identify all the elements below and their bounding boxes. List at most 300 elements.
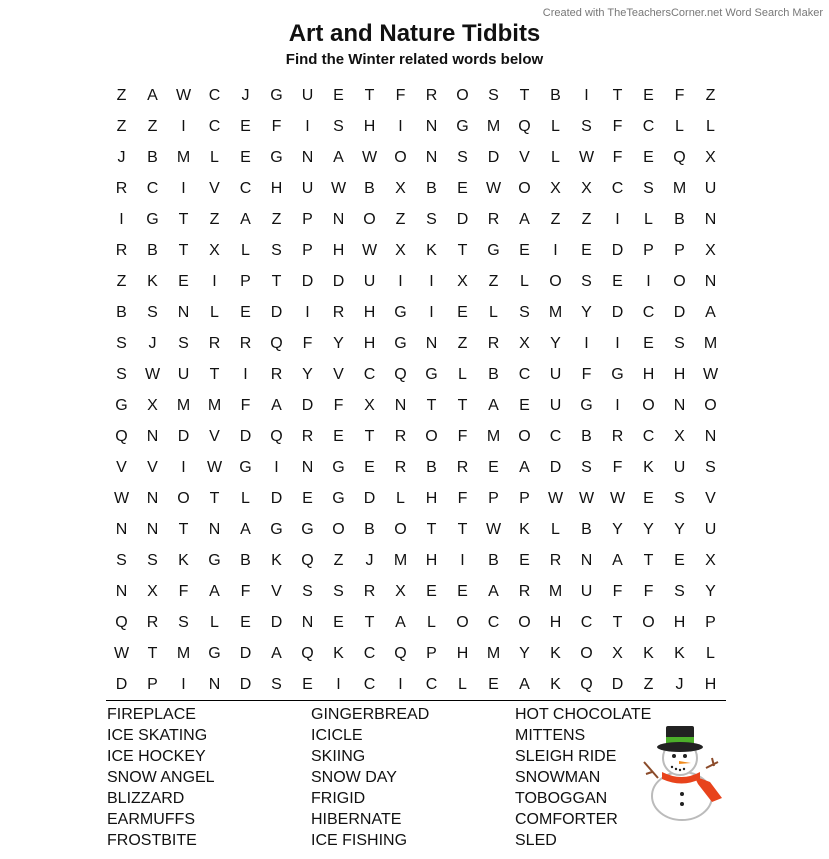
grid-letter: U [301, 86, 314, 104]
grid-letter: S [674, 489, 685, 507]
grid-letter: K [550, 644, 561, 662]
grid-letter: I [398, 272, 403, 290]
word-list-item: BLIZZARD [107, 790, 185, 807]
grid-letter: S [457, 148, 468, 166]
grid-letter: O [394, 520, 407, 538]
grid-letter: Y [550, 334, 561, 352]
grid-letter: C [239, 179, 252, 197]
grid-letter: V [705, 489, 716, 507]
grid-letter: L [489, 303, 498, 321]
grid-letter: Z [116, 86, 127, 104]
grid-letter: N [115, 582, 128, 600]
grid-letter: G [456, 117, 469, 135]
grid-letter: K [178, 551, 189, 569]
grid-letter: T [364, 613, 375, 631]
grid-letter: G [115, 396, 128, 414]
grid-letter: N [425, 148, 438, 166]
grid-letter: N [301, 458, 314, 476]
grid-letter: R [146, 613, 159, 631]
grid-letter: S [271, 675, 282, 693]
grid-letter: L [675, 117, 684, 135]
grid-letter: X [705, 241, 716, 259]
grid-letter: S [674, 334, 685, 352]
grid-letter: I [119, 210, 124, 228]
grid-letter: R [239, 334, 252, 352]
word-list-item: SNOW DAY [311, 769, 397, 786]
grid-letter: A [612, 551, 623, 569]
grid-letter: T [178, 520, 189, 538]
grid-letter: A [147, 86, 158, 104]
grid-letter: T [519, 86, 530, 104]
page-subtitle: Find the Winter related words below [285, 51, 544, 68]
grid-letter: V [333, 365, 344, 383]
grid-letter: X [550, 179, 561, 197]
grid-letter: I [181, 675, 186, 693]
grid-letter: K [643, 644, 654, 662]
grid-letter: L [551, 117, 560, 135]
grid-letter: Z [550, 210, 561, 228]
grid-letter: E [519, 551, 530, 569]
grid-letter: O [642, 396, 655, 414]
grid-letter: S [333, 117, 344, 135]
grid-letter: H [425, 489, 438, 507]
grid-letter: R [611, 427, 624, 445]
divider [106, 700, 726, 701]
grid-letter: F [240, 582, 251, 600]
grid-letter: N [394, 396, 407, 414]
grid-letter: G [208, 551, 221, 569]
grid-letter: U [549, 365, 562, 383]
grid-letter: C [642, 427, 655, 445]
grid-letter: I [460, 551, 465, 569]
grid-letter: Q [115, 427, 128, 445]
grid-letter: B [488, 551, 499, 569]
grid-letter: D [332, 272, 345, 290]
grid-letter: Q [394, 365, 407, 383]
grid-letter: X [209, 241, 220, 259]
grid-letter: O [394, 148, 407, 166]
grid-letter: F [581, 365, 592, 383]
grid-letter: W [113, 489, 130, 507]
grid-letter: I [181, 458, 186, 476]
grid-letter: W [578, 489, 595, 507]
grid-letter: C [363, 365, 376, 383]
grid-letter: N [208, 520, 221, 538]
grid-letter: N [301, 148, 314, 166]
grid-letter: K [426, 241, 437, 259]
grid-letter: I [274, 458, 279, 476]
grid-letter: Y [643, 520, 654, 538]
grid-letter: I [429, 272, 434, 290]
grid-letter: O [642, 613, 655, 631]
word-list-item: FIREPLACE [107, 706, 196, 723]
grid-letter: K [147, 272, 158, 290]
grid-letter: E [333, 86, 344, 104]
grid-letter: S [426, 210, 437, 228]
grid-letter: T [209, 489, 220, 507]
grid-letter: Q [301, 644, 314, 662]
grid-letter: X [674, 427, 685, 445]
grid-letter: E [488, 458, 499, 476]
grid-letter: O [673, 272, 686, 290]
grid-letter: J [241, 86, 250, 104]
grid-letter: B [147, 148, 158, 166]
grid-letter: Z [643, 675, 654, 693]
grid-letter: F [271, 117, 282, 135]
grid-letter: S [581, 117, 592, 135]
word-list-item: GINGERBREAD [311, 706, 430, 723]
grid-letter: D [270, 613, 283, 631]
grid-letter: E [674, 551, 685, 569]
grid-letter: C [580, 613, 593, 631]
grid-letter: H [673, 613, 686, 631]
grid-letter: Q [394, 644, 407, 662]
grid-letter: O [456, 86, 469, 104]
grid-letter: S [488, 86, 499, 104]
grid-letter: U [301, 179, 314, 197]
grid-letter: P [643, 241, 654, 259]
grid-letter: C [363, 675, 376, 693]
grid-letter: E [364, 458, 375, 476]
grid-letter: A [209, 582, 220, 600]
grid-letter: U [704, 520, 717, 538]
grid-letter: B [364, 520, 375, 538]
grid-letter: G [146, 210, 159, 228]
grid-letter: N [208, 675, 221, 693]
grid-letter: T [147, 644, 158, 662]
grid-letter: Z [209, 210, 220, 228]
grid-letter: S [581, 272, 592, 290]
grid-letter: L [427, 613, 436, 631]
grid-letter: A [333, 148, 344, 166]
grid-letter: D [270, 489, 283, 507]
grid-letter: C [363, 644, 376, 662]
grid-letter: N [425, 334, 438, 352]
grid-letter: N [332, 210, 345, 228]
grid-letter: I [181, 179, 186, 197]
grid-letter: C [487, 613, 500, 631]
grid-letter: D [301, 272, 314, 290]
grid-letter: G [394, 334, 407, 352]
grid-letter: A [395, 613, 406, 631]
page-title: Art and Nature Tidbits [288, 20, 541, 47]
grid-letter: R [115, 241, 128, 259]
grid-letter: S [178, 334, 189, 352]
word-list-item: ICE FISHING [311, 832, 408, 849]
grid-letter: V [271, 582, 282, 600]
grid-letter: Q [270, 334, 283, 352]
grid-letter: X [395, 179, 406, 197]
grid-letter: L [706, 644, 715, 662]
grid-letter: T [271, 272, 282, 290]
grid-letter: B [364, 179, 375, 197]
grid-letter: I [584, 86, 589, 104]
grid-letter: K [643, 458, 654, 476]
grid-letter: L [210, 613, 219, 631]
grid-letter: I [398, 117, 403, 135]
grid-letter: N [301, 613, 314, 631]
grid-letter: Z [271, 210, 282, 228]
word-list-item: ICICLE [311, 727, 363, 744]
grid-letter: G [208, 644, 221, 662]
grid-letter: M [548, 582, 563, 600]
grid-letter: T [364, 86, 375, 104]
grid-letter: M [548, 303, 563, 321]
grid-letter: C [146, 179, 159, 197]
grid-letter: U [363, 272, 376, 290]
grid-letter: W [547, 489, 564, 507]
grid-letter: F [612, 458, 623, 476]
grid-letter: E [581, 241, 592, 259]
grid-letter: S [705, 458, 716, 476]
grid-letter: U [704, 179, 717, 197]
grid-letter: L [396, 489, 405, 507]
grid-letter: W [702, 365, 719, 383]
grid-letter: P [426, 644, 437, 662]
grid-letter: N [146, 520, 159, 538]
grid-letter: L [458, 675, 467, 693]
word-list-item: SNOWMAN [515, 769, 601, 786]
grid-letter: S [116, 365, 127, 383]
grid-letter: P [674, 241, 685, 259]
grid-letter: E [643, 489, 654, 507]
grid-letter: H [704, 675, 717, 693]
grid-letter: G [611, 365, 624, 383]
grid-letter: P [302, 241, 313, 259]
grid-letter: U [580, 582, 593, 600]
grid-letter: D [487, 148, 500, 166]
grid-letter: V [147, 458, 158, 476]
snowman-icon [638, 722, 726, 822]
grid-letter: L [210, 303, 219, 321]
grid-letter: N [177, 303, 190, 321]
grid-letter: E [240, 117, 251, 135]
grid-letter: O [425, 427, 438, 445]
grid-letter: Y [519, 644, 530, 662]
word-list-item: HOT CHOCOLATE [515, 706, 652, 723]
grid-letter: S [147, 551, 158, 569]
grid-letter: C [611, 179, 624, 197]
grid-letter: Z [116, 272, 127, 290]
grid-letter: Y [674, 520, 685, 538]
grid-letter: M [207, 396, 222, 414]
grid-letter: G [301, 520, 314, 538]
grid-letter: E [643, 86, 654, 104]
grid-letter: G [239, 458, 252, 476]
grid-letter: D [611, 241, 624, 259]
grid-letter: H [425, 551, 438, 569]
grid-letter: Q [580, 675, 593, 693]
grid-letter: X [395, 582, 406, 600]
grid-letter: B [426, 458, 437, 476]
grid-letter: E [240, 148, 251, 166]
grid-letter: G [332, 489, 345, 507]
grid-letter: E [302, 675, 313, 693]
grid-letter: D [239, 675, 252, 693]
grid-letter: H [332, 241, 345, 259]
grid-letter: T [457, 520, 468, 538]
grid-letter: E [333, 427, 344, 445]
grid-letter: Q [301, 551, 314, 569]
grid-letter: I [584, 334, 589, 352]
grid-letter: O [518, 427, 531, 445]
grid-letter: W [361, 148, 378, 166]
grid-letter: F [333, 396, 344, 414]
grid-letter: P [705, 613, 716, 631]
grid-letter: R [208, 334, 221, 352]
grid-letter: S [116, 334, 127, 352]
grid-letter: E [457, 303, 468, 321]
grid-letter: P [488, 489, 499, 507]
grid-letter: B [488, 365, 499, 383]
grid-letter: E [519, 241, 530, 259]
grid-letter: Y [581, 303, 592, 321]
grid-letter: H [456, 644, 469, 662]
grid-letter: I [615, 334, 620, 352]
grid-letter: T [643, 551, 654, 569]
snowman-right-arm [706, 758, 718, 768]
grid-letter: J [148, 334, 157, 352]
grid-letter: B [674, 210, 685, 228]
grid-letter: D [177, 427, 190, 445]
grid-letter: K [674, 644, 685, 662]
grid-letter: I [429, 303, 434, 321]
grid-letter: F [612, 117, 623, 135]
grid-letter: N [425, 117, 438, 135]
grid-letter: M [672, 179, 687, 197]
grid-letter: X [612, 644, 623, 662]
grid-letter: P [519, 489, 530, 507]
grid-letter: O [177, 489, 190, 507]
grid-letter: G [270, 148, 283, 166]
grid-letter: W [485, 179, 502, 197]
grid-letter: N [146, 489, 159, 507]
grid-letter: W [144, 365, 161, 383]
grid-letter: H [363, 117, 376, 135]
grid-letter: W [113, 644, 130, 662]
grid-letter: F [612, 582, 623, 600]
grid-letter: K [333, 644, 344, 662]
grid-letter: Y [333, 334, 344, 352]
grid-letter: C [642, 303, 655, 321]
grid-letter: I [398, 675, 403, 693]
grid-letter: T [178, 241, 189, 259]
grid-letter: F [178, 582, 189, 600]
grid-letter: I [646, 272, 651, 290]
word-list-item: SLED [515, 832, 557, 849]
grid-letter: F [457, 489, 468, 507]
grid-letter: M [176, 396, 191, 414]
grid-letter: B [581, 520, 592, 538]
grid-letter: N [580, 551, 593, 569]
grid-letter: R [394, 458, 407, 476]
grid-letter: N [704, 272, 717, 290]
grid-letter: M [393, 551, 408, 569]
grid-letter: D [456, 210, 469, 228]
grid-letter: Z [395, 210, 406, 228]
grid-letter: Z [705, 86, 716, 104]
grid-letter: C [208, 86, 221, 104]
grid-letter: L [241, 489, 250, 507]
grid-letter: G [270, 86, 283, 104]
grid-letter: A [488, 582, 499, 600]
grid-letter: X [364, 396, 375, 414]
grid-letter: C [518, 365, 531, 383]
grid-letter: I [615, 396, 620, 414]
grid-letter: Q [115, 613, 128, 631]
grid-letter: W [578, 148, 595, 166]
grid-letter: B [240, 551, 251, 569]
grid-letter: N [673, 396, 686, 414]
grid-letter: D [673, 303, 686, 321]
grid-letter: T [209, 365, 220, 383]
grid-letter: S [333, 582, 344, 600]
grid-letter: Z [581, 210, 592, 228]
grid-letter: W [175, 86, 192, 104]
grid-letter: D [239, 644, 252, 662]
grid-letter: C [549, 427, 562, 445]
grid-letter: X [519, 334, 530, 352]
grid-letter: D [549, 458, 562, 476]
grid-letter: R [363, 582, 376, 600]
grid-letter: G [394, 303, 407, 321]
grid-letter: E [426, 582, 437, 600]
grid-letter: L [210, 148, 219, 166]
grid-letter: R [487, 334, 500, 352]
grid-letter: I [336, 675, 341, 693]
word-list-item: ICE SKATING [107, 727, 208, 744]
grid-letter: H [363, 334, 376, 352]
grid-letter: M [486, 427, 501, 445]
grid-letter: R [394, 427, 407, 445]
grid-letter: C [425, 675, 438, 693]
grid-letter: Z [333, 551, 344, 569]
grid-letter: O [363, 210, 376, 228]
grid-letter: F [240, 396, 251, 414]
grid-letter: F [302, 334, 313, 352]
grid-letter: R [425, 86, 438, 104]
grid-letter: R [270, 365, 283, 383]
credit-text: Created with TheTeachersCorner.net Word Search Maker [542, 7, 823, 19]
grid-letter: T [364, 427, 375, 445]
grid-letter: O [704, 396, 717, 414]
word-list-item: SNOW ANGEL [107, 769, 215, 786]
grid-letter: T [612, 613, 623, 631]
grid-letter: U [549, 396, 562, 414]
grid-letter: B [581, 427, 592, 445]
grid-letter: L [644, 210, 653, 228]
grid-letter: E [240, 303, 251, 321]
grid-letter: T [178, 210, 189, 228]
grid-letter: T [612, 86, 623, 104]
grid-letter: E [240, 613, 251, 631]
grid-letter: G [425, 365, 438, 383]
word-list-item: FROSTBITE [107, 832, 197, 849]
grid-letter: J [675, 675, 684, 693]
grid-letter: W [485, 520, 502, 538]
grid-letter: J [117, 148, 126, 166]
word-list-item: SKIING [311, 748, 366, 765]
grid-letter: M [176, 644, 191, 662]
grid-letter: S [302, 582, 313, 600]
word-list [107, 704, 719, 851]
grid-letter: E [178, 272, 189, 290]
grid-letter: S [271, 241, 282, 259]
grid-letter: D [270, 303, 283, 321]
grid-letter: D [239, 427, 252, 445]
word-list-item: TOBOGGAN [515, 790, 608, 807]
grid-letter: Y [612, 520, 623, 538]
